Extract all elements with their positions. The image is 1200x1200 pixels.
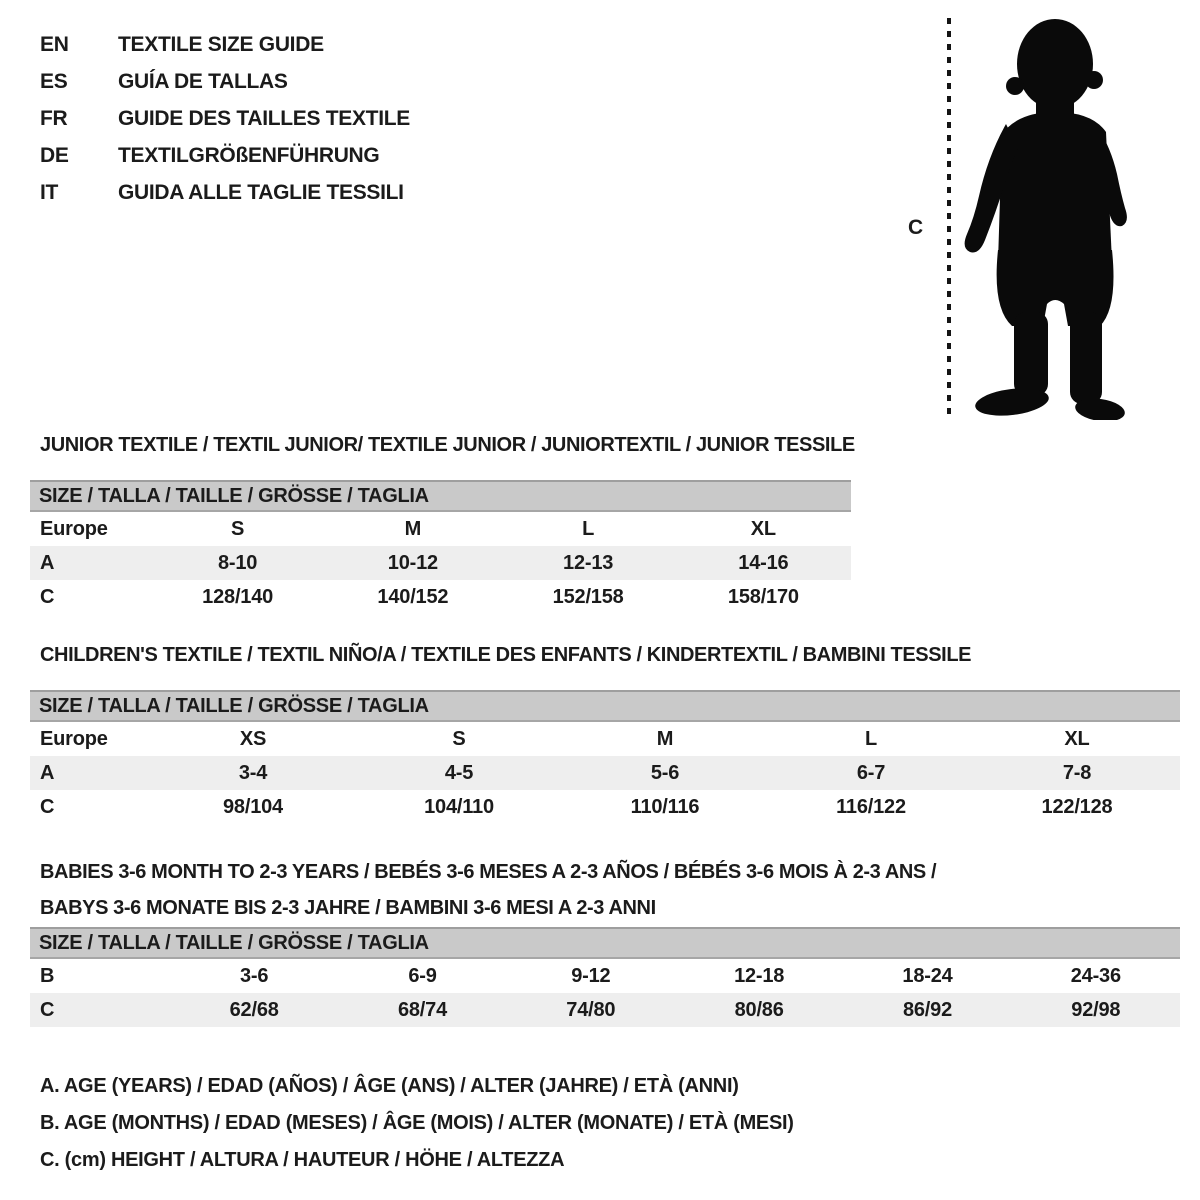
region-label: Europe <box>40 728 108 750</box>
cell-value: 4-5 <box>444 762 474 784</box>
language-row <box>40 100 410 137</box>
children-size-table <box>30 690 1180 824</box>
cell-value: 140/152 <box>377 586 449 608</box>
cell-value: 86/92 <box>902 999 952 1021</box>
cell-value: 128/140 <box>202 586 274 608</box>
guide-title: GUÍA DE TALLAS <box>118 70 288 93</box>
language-code: EN <box>40 33 69 56</box>
cell-value: 8-10 <box>218 552 258 574</box>
cell-value: 12-13 <box>563 552 614 574</box>
language-row <box>40 63 410 100</box>
cell-value: 6-9 <box>408 965 437 987</box>
cell-value: 62/68 <box>229 999 279 1021</box>
cell-value: 116/122 <box>836 796 906 818</box>
legend-line-b: B. AGE (MONTHS) / EDAD (MESES) / ÂGE (MOIS) / ALTER (MONATE) / ETÀ (MESI) <box>40 1112 794 1134</box>
language-row <box>40 174 410 211</box>
column-header: M <box>656 728 674 750</box>
table-header-row <box>30 512 851 546</box>
babies-title-line1: BABIES 3-6 MONTH TO 2-3 YEARS / BEBÉS 3-6 MESES A 2-3 AÑOS / BÉBÉS 3-6 MOIS À 2-3 ANS / <box>40 861 937 883</box>
cell-value: 110/116 <box>630 796 700 818</box>
cell-value: 5-6 <box>650 762 680 784</box>
height-measure-label: C <box>908 216 924 239</box>
column-header: S <box>452 728 466 750</box>
measurement-legend <box>40 1068 794 1179</box>
cell-value: 158/170 <box>727 586 799 608</box>
guide-title: GUIDE DES TAILLES TEXTILE <box>118 107 410 130</box>
table-row <box>30 790 1180 824</box>
cell-value: 24-36 <box>1070 965 1121 987</box>
cell-value: 92/98 <box>1071 999 1121 1021</box>
region-label: Europe <box>40 518 108 540</box>
column-header: L <box>864 728 878 750</box>
height-measure-line <box>947 18 951 416</box>
column-header: XL <box>750 518 776 540</box>
size-header-bar: SIZE / TALLA / TAILLE / GRÖSSE / TAGLIA <box>30 480 851 512</box>
table-row <box>30 546 851 580</box>
cell-value: 3-4 <box>238 762 268 784</box>
table-header-row <box>30 722 1180 756</box>
language-row <box>40 26 410 63</box>
legend-line-a: A. AGE (YEARS) / EDAD (AÑOS) / ÂGE (ANS) / ALTER (JAHRE) / ETÀ (ANNI) <box>40 1075 739 1097</box>
cell-value: 74/80 <box>566 999 616 1021</box>
row-label: A <box>40 762 55 784</box>
guide-title: GUIDA ALLE TAGLIE TESSILI <box>118 181 404 204</box>
cell-value: 12-18 <box>734 965 785 987</box>
cell-value: 3-6 <box>240 965 269 987</box>
row-label: C <box>40 796 55 818</box>
legend-line-c: C. (cm) HEIGHT / ALTURA / HAUTEUR / HÖHE / ALTEZZA <box>40 1149 565 1171</box>
language-code: IT <box>40 181 59 204</box>
row-label: C <box>40 999 55 1021</box>
cell-value: 7-8 <box>1062 762 1092 784</box>
toddler-silhouette-image <box>960 12 1142 420</box>
cell-value: 152/158 <box>552 586 624 608</box>
table-row <box>30 959 1180 993</box>
size-header-bar: SIZE / TALLA / TAILLE / GRÖSSE / TAGLIA <box>30 927 1180 959</box>
babies-section-title <box>40 854 936 926</box>
cell-value: 18-24 <box>902 965 953 987</box>
size-header-bar: SIZE / TALLA / TAILLE / GRÖSSE / TAGLIA <box>30 690 1180 722</box>
junior-size-table <box>30 480 851 614</box>
cell-value: 80/86 <box>734 999 784 1021</box>
cell-value: 68/74 <box>397 999 448 1021</box>
table-row <box>30 580 851 614</box>
language-title-block <box>40 26 410 211</box>
row-label: C <box>40 586 55 608</box>
row-label: A <box>40 552 55 574</box>
column-header: XL <box>1064 728 1090 750</box>
junior-section-title: JUNIOR TEXTILE / TEXTIL JUNIOR/ TEXTILE JUNIOR / JUNIORTEXTIL / JUNIOR TESSILE <box>40 434 855 456</box>
language-code: DE <box>40 144 69 167</box>
language-code: FR <box>40 107 68 130</box>
cell-value: 122/128 <box>1041 796 1113 818</box>
cell-value: 6-7 <box>856 762 886 784</box>
cell-value: 10-12 <box>387 552 438 574</box>
row-label: B <box>40 965 55 987</box>
cell-value: 9-12 <box>571 965 611 987</box>
language-code: ES <box>40 70 68 93</box>
language-row <box>40 137 410 174</box>
table-row <box>30 993 1180 1027</box>
column-header: M <box>404 518 422 540</box>
guide-title: TEXTILE SIZE GUIDE <box>118 33 324 56</box>
cell-value: 14-16 <box>738 552 789 574</box>
cell-value: 104/110 <box>424 796 494 818</box>
column-header: S <box>231 518 245 540</box>
guide-title: TEXTILGRÖßENFÜHRUNG <box>118 144 380 167</box>
table-row <box>30 756 1180 790</box>
column-header: L <box>582 518 595 540</box>
column-header: XS <box>239 728 267 750</box>
babies-size-table <box>30 927 1180 1027</box>
children-section-title: CHILDREN'S TEXTILE / TEXTIL NIÑO/A / TEXTILE DES ENFANTS / KINDERTEXTIL / BAMBINI TESSILE <box>40 644 972 666</box>
cell-value: 98/104 <box>223 796 283 818</box>
babies-title-line2: BABYS 3-6 MONATE BIS 2-3 JAHRE / BAMBINI 3-6 MESI A 2-3 ANNI <box>40 897 656 919</box>
